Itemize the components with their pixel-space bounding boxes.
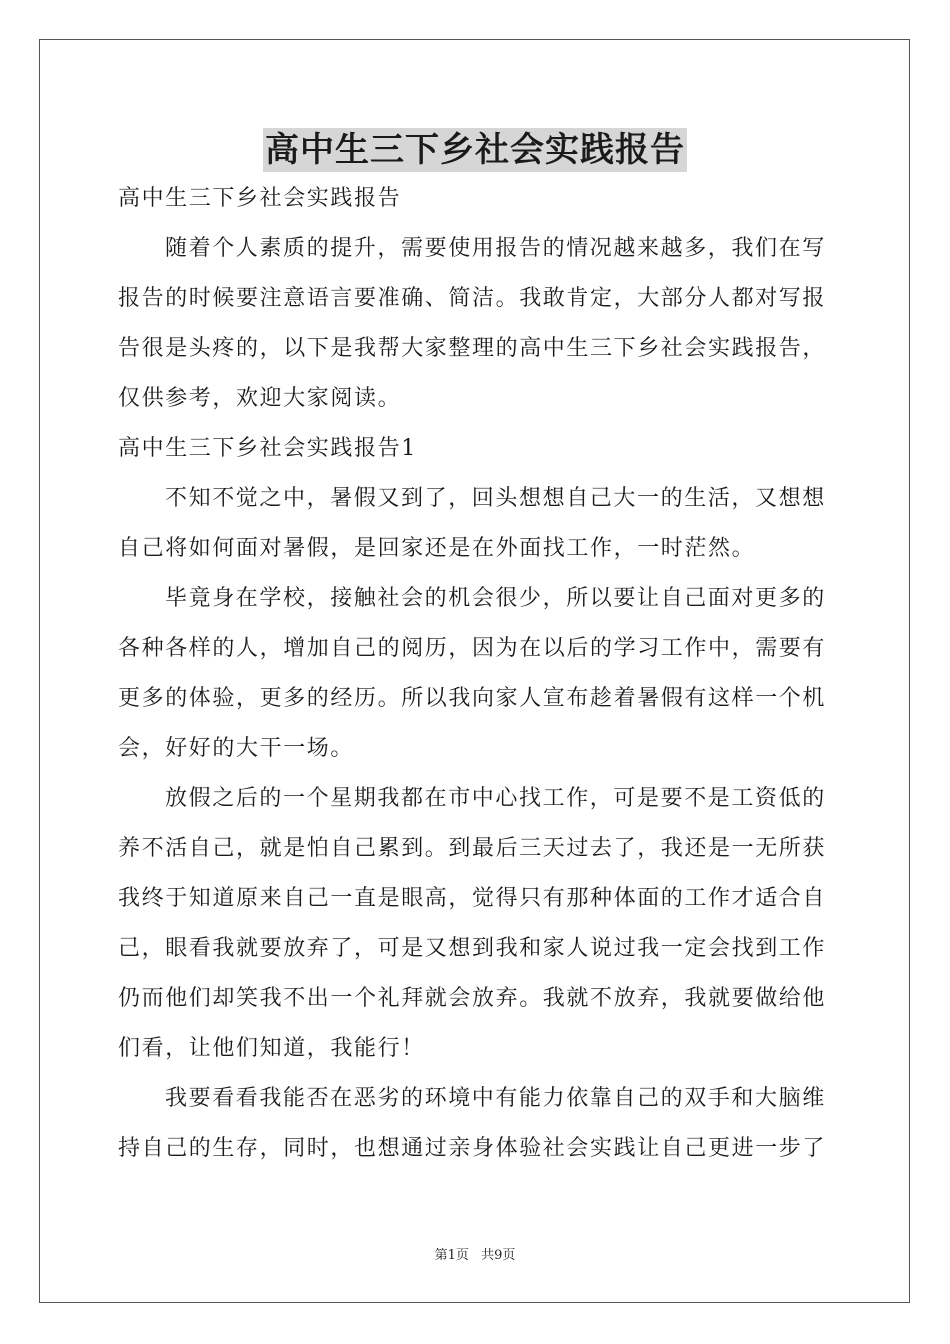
section-heading: 高中生三下乡社会实践报告1 [118, 436, 417, 461]
body-line: 更多的体验，更多的经历。所以我向家人宣布趁着暑假有这样一个机 [118, 686, 827, 711]
body-line: 放假之后的一个星期我都在市中心找工作，可是要不是工资低的 [165, 786, 826, 811]
body-line: 不知不觉之中，暑假又到了，回头想想自己大一的生活，又想想 [165, 486, 826, 511]
body-line: 仍而他们却笑我不出一个礼拜就会放弃。我就不放弃，我就要做给他 [118, 986, 827, 1011]
body-line: 养不活自己，就是怕自己累到。到最后三天过去了，我还是一无所获 [118, 836, 827, 861]
body-line: 报告的时候要注意语言要准确、简洁。我敢肯定，大部分人都对写报 [118, 286, 827, 311]
body-line: 仅供参考，欢迎大家阅读。 [118, 386, 402, 411]
body-line: 自己将如何面对暑假，是回家还是在外面找工作，一时茫然。 [118, 536, 756, 561]
page-total: 共9页 [481, 1248, 516, 1263]
title-container [0, 128, 950, 172]
page-number: 第1页 [434, 1248, 469, 1263]
body-line: 持自己的生存，同时，也想通过亲身体验社会实践让自己更进一步了 [118, 1136, 827, 1161]
body-line: 我要看看我能否在恶劣的环境中有能力依靠自己的双手和大脑维 [165, 1086, 826, 1111]
body-line: 们看，让他们知道，我能行！ [118, 1036, 425, 1061]
body-line: 毕竟身在学校，接触社会的机会很少，所以要让自己面对更多的 [165, 586, 826, 611]
body-line: 各种各样的人，增加自己的阅历，因为在以后的学习工作中，需要有 [118, 636, 827, 661]
body-line: 我终于知道原来自己一直是眼高，觉得只有那种体面的工作才适合自 [118, 886, 827, 911]
body-line: 告很是头疼的，以下是我帮大家整理的高中生三下乡社会实践报告， [118, 336, 827, 361]
body-line: 随着个人素质的提升，需要使用报告的情况越来越多，我们在写 [165, 236, 826, 261]
page-footer [0, 1244, 950, 1263]
body-line: 高中生三下乡社会实践报告 [118, 186, 402, 211]
body-line: 己，眼看我就要放弃了，可是又想到我和家人说过我一定会找到工作 [118, 936, 827, 961]
document-body [118, 180, 834, 1180]
document-title: 高中生三下乡社会实践报告 [265, 130, 685, 170]
body-line: 会，好好的大干一场。 [118, 736, 355, 761]
